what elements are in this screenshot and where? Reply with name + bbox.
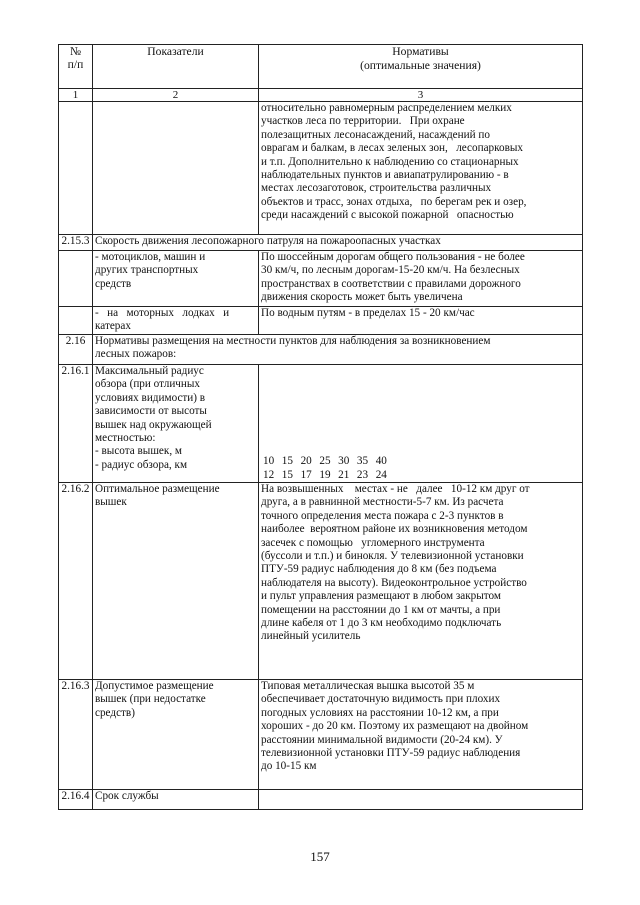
row-number: 2.16.3: [59, 680, 93, 790]
view-radii: 12 15 17 19 21 23 24: [263, 468, 387, 481]
table-row-boats: [59, 307, 583, 335]
table-row-2-16-3: [59, 680, 583, 790]
table-row-2-16-4: [59, 790, 583, 810]
norm-cell: На возвышенных местах - не далее 10-12 км друг от друга, а в равнинной местности-5-7 км. Из расчета точного определения места пожара с 2-3 пунктов в наиболее вероятном районе их возникновения методом засечек с помощью угломерного инструмента (буссоли и т.п.) и бинокля. У телевизионной установки ПТУ-59 радиус наблюдения до 8 км (без подъема наблюдателя на высоту). Видеоконтрольное устройство и пульт управления размещают в любом закрытом помещении на расстоянии до 1 км от мачты, а при длине кабеля от 1 до 3 км необходимо подключать линейный усилитель: [259, 483, 583, 680]
norms-table: [58, 44, 583, 810]
page-number: 157: [310, 849, 330, 864]
section-row-2-15-3: [59, 235, 583, 251]
indicator-cell: - мотоциклов, машин и других транспортных средств: [93, 251, 259, 307]
indicator-cell: - на моторных лодках и катерах: [93, 307, 259, 335]
row-number: [59, 251, 93, 307]
section-title: Нормативы размещения на местности пунктов для наблюдения за возникновением лесных пожаров:: [93, 335, 583, 365]
norm-cell: По водным путям - в пределах 15 - 20 км/час: [259, 307, 583, 335]
table-row-2-16-1: [59, 365, 583, 483]
row-number: [59, 307, 93, 335]
column-number-row: [59, 89, 583, 102]
column-number-1: 1: [59, 89, 93, 102]
row-number: 2.16.4: [59, 790, 93, 810]
row-number: 2.16.1: [59, 365, 93, 483]
column-number-3: 3: [259, 89, 583, 102]
norm-cell: [259, 365, 583, 483]
norm-cell: [259, 790, 583, 810]
indicator-cell: Допустимое размещение вышек (при недостатке средств): [93, 680, 259, 790]
tower-heights: 10 15 20 25 30 35 40: [263, 455, 387, 468]
indicator-cell: Максимальный радиус обзора (при отличных условиях видимости) в зависимости от высоты вышек над окружающей местностью: - высота вышек, м - радиус обзора, км: [93, 365, 259, 483]
section-row-2-16: [59, 335, 583, 365]
table-row-vehicles: [59, 251, 583, 307]
row-number: 2.15.3: [59, 235, 93, 251]
indicator-cell: Оптимальное размещение вышек: [93, 483, 259, 680]
row-number: 2.16.2: [59, 483, 93, 680]
header-indicator-cell: Показатели: [93, 45, 259, 89]
section-title: Скорость движения лесопожарного патруля на пожароопасных участках: [93, 235, 583, 251]
header-row: [59, 45, 583, 89]
indicator-cell: [93, 102, 259, 235]
norm-cell: Типовая металлическая вышка высотой 35 м обеспечивает достаточную видимость при плохих погодных условиях на расстоянии 10-12 км, а при хороших - до 20 км. Поэтому их размещают на двойном расстоянии минимальной видимости (20-24 км). У телевизионной установки ПТУ-59 радиус наблюдения до 10-15 км: [259, 680, 583, 790]
norm-cell: относительно равномерным распределением мелких участков леса по территории. При охране полезащитных лесонасаждений, насаждений по оврагам и балкам, в лесах зеленых зон, лесопарковых и т.п. Дополнительно к наблюдению со стационарных наблюдательных пунктов и авиапатрулированию - в местах лесозаготовок, строительства различных объектов и трасс, зонах отдыха, по берегам рек и озер, среди насаждений с высокой пожарной опасностью: [259, 102, 583, 235]
row-number: 2.16: [59, 335, 93, 365]
table-row-2-16-2: [59, 483, 583, 680]
indicator-cell: Срок службы: [93, 790, 259, 810]
column-number-2: 2: [93, 89, 259, 102]
header-norms-cell: Нормативы (оптимальные значения): [259, 45, 583, 89]
row-number: [59, 102, 93, 235]
norm-cell: По шоссейным дорогам общего пользования - не более 30 км/ч, по лесным дорогам-15-20 км/ч. На безлесных пространствах в соответствии с правилами дорожного движения скорость может быть увеличена: [259, 251, 583, 307]
header-number-cell: № п/п: [59, 45, 93, 89]
continuation-row: [59, 102, 583, 235]
